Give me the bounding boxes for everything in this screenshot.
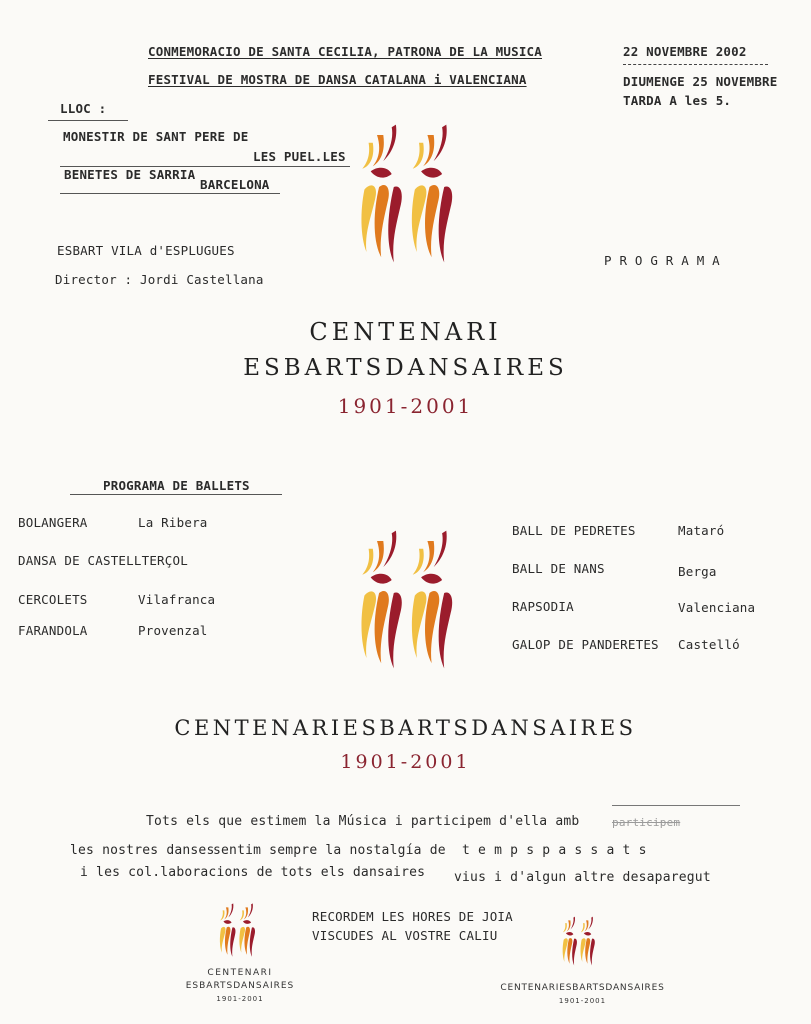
small-right-years: 1901-2001 bbox=[558, 997, 607, 1005]
closing-line3b: vius i d'algun altre desaparegut bbox=[454, 870, 711, 885]
small-left-centenari: CENTENARI bbox=[207, 968, 273, 978]
closing-struck-word: participem bbox=[612, 816, 681, 829]
ballet-name: GALOP DE PANDERETES bbox=[512, 637, 659, 652]
ballet-place: Provenzal bbox=[138, 623, 208, 638]
ballet-place: La Ribera bbox=[138, 515, 208, 530]
dancers-logo-small-right bbox=[560, 912, 604, 972]
event-day: DIUMENGE 25 NOVEMBRE bbox=[623, 74, 778, 89]
motto-line1: RECORDEM LES HORES DE JOIA bbox=[312, 909, 513, 924]
ballet-place: Valenciana bbox=[678, 600, 756, 615]
group-director: Director : Jordi Castellana bbox=[55, 272, 264, 287]
venue-line1: MONESTIR DE SANT PERE DE bbox=[63, 129, 249, 144]
venue-underline-2 bbox=[60, 193, 280, 194]
venue-label: LLOC : bbox=[60, 101, 107, 116]
event-date: 22 NOVEMBRE 2002 bbox=[623, 44, 747, 59]
venue-line2: LES PUEL.LES bbox=[253, 149, 346, 164]
festival-title: FESTIVAL DE MOSTRA DE DANSA CATALANA i VALENCIANA bbox=[148, 72, 527, 87]
closing-line2b: sentim sempre la nostalgía de bbox=[213, 843, 446, 858]
ballets-title-underline bbox=[70, 494, 282, 495]
centenari-inline-title: CENTENARIESBARTSDANSAIRES bbox=[174, 716, 637, 740]
ballet-place: Mataró bbox=[678, 523, 725, 538]
venue-label-underline bbox=[48, 120, 128, 121]
dancers-logo-small-left bbox=[217, 898, 265, 964]
ballet-name: DANSA DE CASTELLTERÇOL bbox=[18, 553, 188, 568]
closing-line3a: i les col.laboracions de tots els dansaires bbox=[80, 865, 426, 880]
esbarts-title: ESBARTSDANSAIRES bbox=[243, 355, 568, 381]
venue-line3a: BENETES DE SARRIA bbox=[64, 167, 196, 182]
ballets-title: PROGRAMA DE BALLETS bbox=[103, 478, 250, 493]
ballet-name: FARANDOLA bbox=[18, 623, 88, 638]
closing-line1: Tots els que estimem la Música i participem d'ella amb bbox=[146, 814, 580, 829]
ballet-name: CERCOLETS bbox=[18, 592, 88, 607]
motto-line2: VISCUDES AL VOSTRE CALIU bbox=[312, 928, 498, 943]
closing-line2c: t e m p s p a s s a t s bbox=[462, 843, 647, 858]
group-name: ESBART VILA d'ESPLUGUES bbox=[57, 243, 235, 258]
date-underline bbox=[623, 64, 768, 65]
venue-line3b: BARCELONA bbox=[200, 177, 270, 192]
dancers-logo-middle bbox=[354, 515, 478, 689]
ballet-name: RAPSODIA bbox=[512, 599, 574, 614]
small-left-esbarts: ESBARTSDANSAIRES bbox=[185, 981, 295, 991]
ballet-place: Castelló bbox=[678, 637, 740, 652]
ballet-place: Berga bbox=[678, 564, 717, 579]
ballet-name: BOLANGERA bbox=[18, 515, 88, 530]
centenari-title: CENTENARI bbox=[309, 318, 502, 346]
programa-label: P R O G R A M A bbox=[604, 253, 720, 268]
ballet-name: BALL DE PEDRETES bbox=[512, 523, 636, 538]
closing-line2a: les nostres danses bbox=[70, 843, 215, 858]
small-left-years: 1901-2001 bbox=[216, 995, 264, 1003]
struck-box-top bbox=[612, 805, 740, 806]
ballet-name: BALL DE NANS bbox=[512, 561, 605, 576]
dancers-logo-top bbox=[354, 112, 478, 280]
ballet-place: Vilafranca bbox=[138, 592, 216, 607]
years-label: 1901-2001 bbox=[337, 394, 474, 418]
small-right-inline: CENTENARIESBARTSDANSAIRES bbox=[500, 983, 665, 993]
years-label-2: 1901-2001 bbox=[340, 751, 471, 773]
event-time: TARDA A les 5. bbox=[623, 93, 732, 108]
event-title: CONMEMORACIO DE SANTA CECILIA, PATRONA DE LA MUSICA bbox=[148, 44, 543, 59]
